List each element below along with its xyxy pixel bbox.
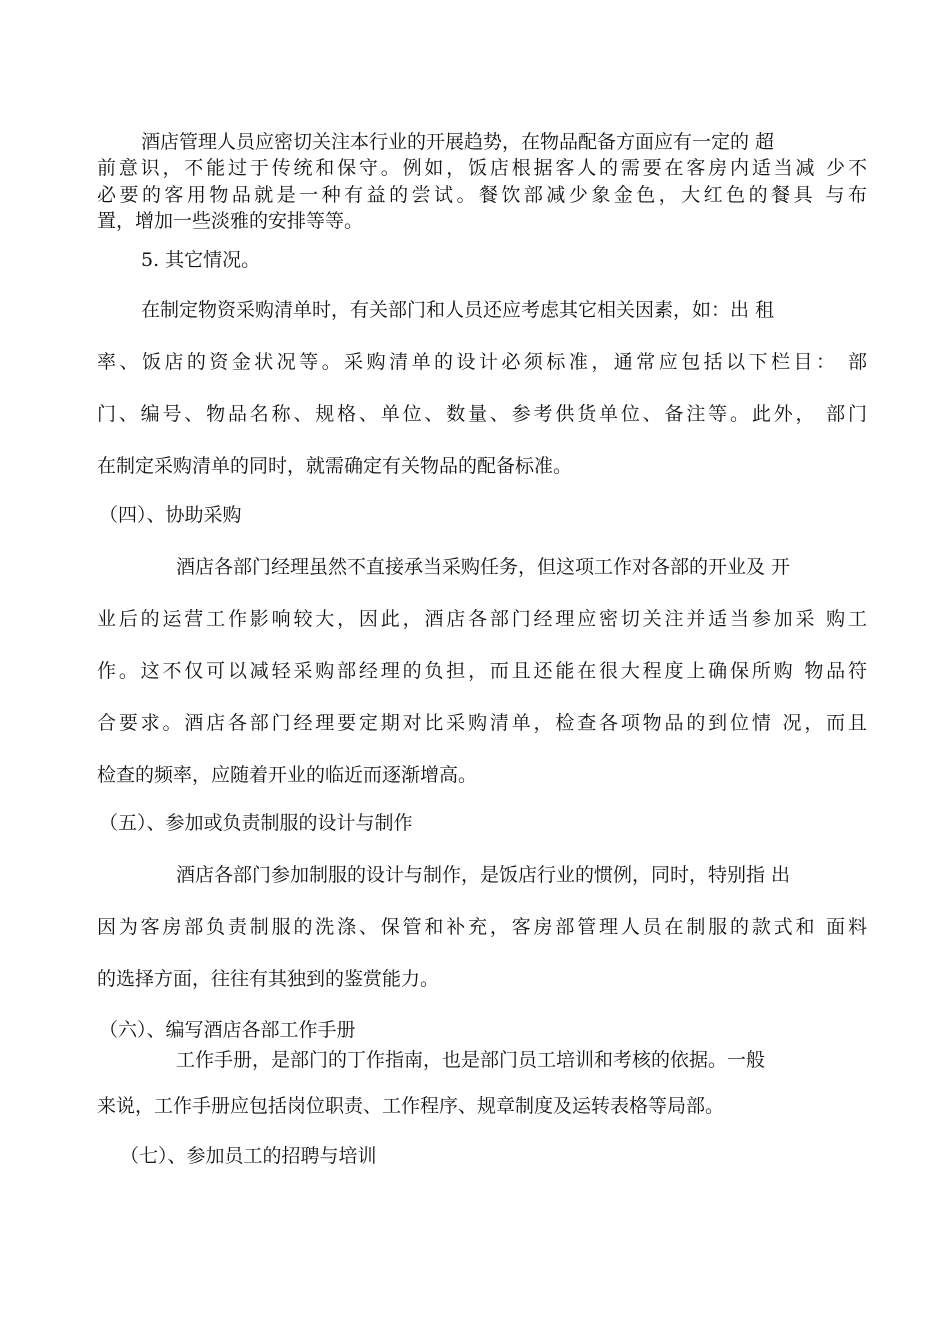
text-line: 的选择方面，往往有其独到的鉴赏能力。 [97, 968, 440, 990]
text-line: 酒店各部门经理虽然不直接承当采购任务，但这项工作对各部的开业及 开 [176, 556, 791, 578]
text-line: 在制定采购清单的同时，就需确定有关物品的配备标准。 [97, 455, 573, 477]
text-line: 门、编号、物品名称、规格、单位、数量、参考供货单位、备注等。此外， 部门 [97, 403, 867, 425]
text-line: 在制定物资采购清单时，有关部门和人员还应考虑其它相关因素，如：出 租 [141, 299, 775, 321]
text-line: 来说，工作手册应包括岗位职责、工作程序、规章制度及运转表格等局部。 [97, 1095, 725, 1117]
section-heading: （七）、参加员工的招聘与培训 [120, 1145, 377, 1167]
text-line: 酒店管理人员应密切关注本行业的开展趋势，在物品配备方面应有一定的 超 [141, 131, 775, 153]
text-line: 合要求。酒店各部门经理要定期对比采购清单，检查各项物品的到位情 况，而且 [97, 712, 867, 734]
text-line: 因为客房部负责制服的洗涤、保管和补充，客房部管理人员在制服的款式和 面料 [97, 916, 867, 938]
text-line: 率、饭店的资金状况等。采购清单的设计必须标准，通常应包括以下栏目： 部 [97, 351, 867, 373]
section-heading: （五）、参加或负责制服的设计与制作 [99, 812, 413, 834]
section-heading: 5. 其它情况。 [141, 249, 261, 271]
text-line: 作。这不仅可以减轻采购部经理的负担，而且还能在很大程度上确保所购 物品符 [97, 660, 867, 682]
text-line: 必要的客用物品就是一种有益的尝试。餐饮部减少象金色，大红色的餐具 与布 [97, 184, 867, 206]
text-line: 酒店各部门参加制服的设计与制作，是饭店行业的惯例，同时，特别指 出 [176, 864, 791, 886]
text-line: 前意识，不能过于传统和保守。例如，饭店根据客人的需要在客房内适当减 少不 [97, 157, 867, 179]
text-line: 业后的运营工作影响较大，因此，酒店各部门经理应密切关注并适当参加采 购工 [97, 608, 867, 630]
section-heading: （四）、协助采购 [99, 504, 242, 526]
text-line: 置，增加一些淡雅的安排等等。 [97, 210, 364, 232]
text-line: 工作手册，是部门的丁作指南，也是部门员工培训和考核的依据。一般 [176, 1049, 766, 1071]
section-heading: （六）、编写酒店各部工作手册 [99, 1019, 356, 1041]
text-line: 检查的频率，应随着开业的临近而逐渐增高。 [97, 764, 478, 786]
